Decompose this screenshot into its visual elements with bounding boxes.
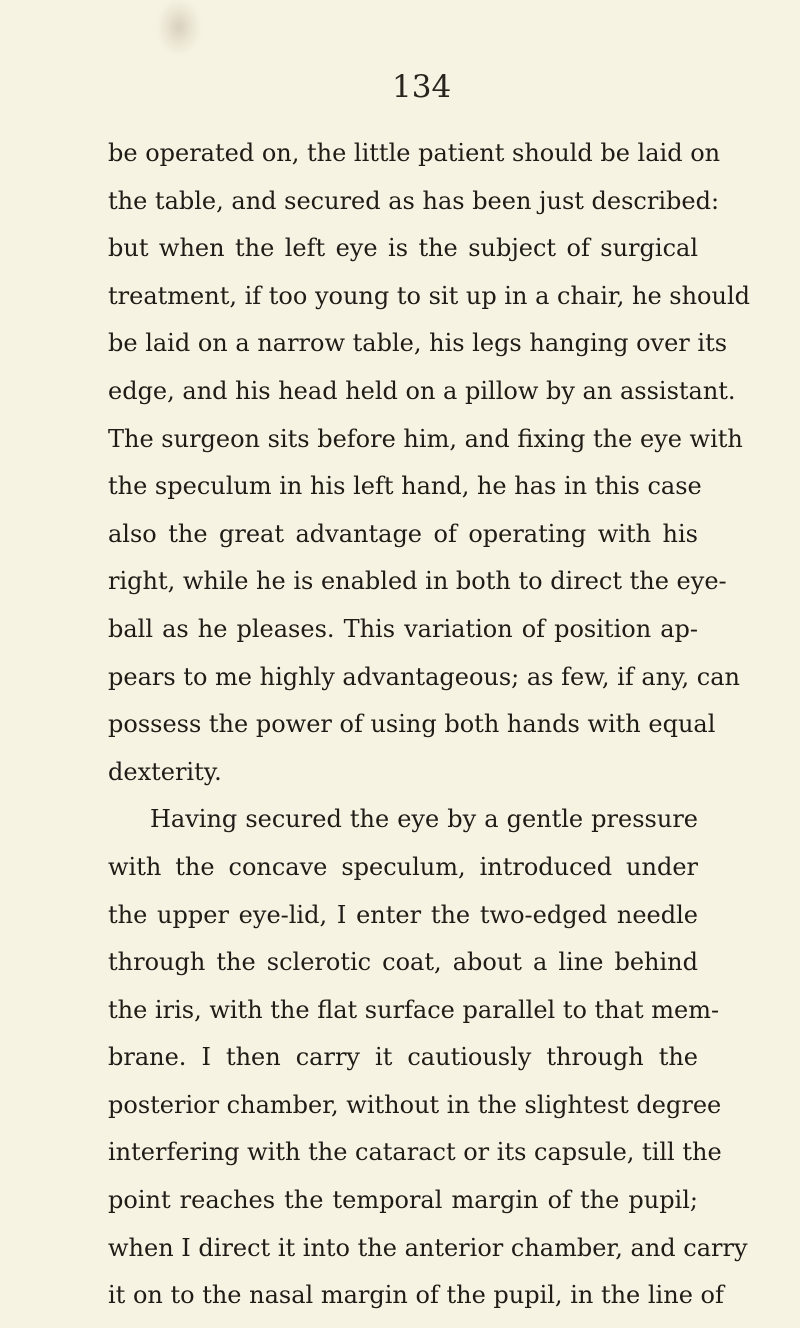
text-line: with the concave speculum, introduced under — [108, 852, 698, 881]
text-line: when I direct it into the anterior chamber, and carry — [108, 1233, 748, 1262]
text-line: the upper eye-lid, I enter the two-edged needle — [108, 900, 698, 929]
text-line: treatment, if too young to sit up in a chair, he should — [108, 281, 750, 310]
text-line: it on to the nasal margin of the pupil, in the line of — [108, 1281, 724, 1310]
text-line: interfering with the cataract or its capsule, till the — [108, 1138, 722, 1167]
text-line: also the great advantage of operating with his — [108, 519, 698, 548]
text-line: point reaches the temporal margin of the pupil; — [108, 1186, 698, 1215]
text-line: but when the left eye is the subject of surgical — [108, 234, 698, 263]
text-line: right, while he is enabled in both to direct the eye- — [108, 567, 727, 596]
page-number: 134 — [392, 69, 452, 105]
text-line: the iris, with the flat surface parallel to that mem- — [108, 995, 720, 1024]
body-text — [108, 130, 750, 1320]
text-line: the table, and secured as has been just described: — [108, 186, 720, 215]
text-line: The surgeon sits before him, and fixing the eye with — [108, 424, 743, 453]
page-smudge — [158, 0, 200, 54]
text-line: pears to me highly advantageous; as few, if any, can — [108, 662, 740, 691]
text-line: possess the power of using both hands with equal — [108, 710, 716, 739]
ink-mark — [752, 1296, 762, 1306]
text-line: be laid on a narrow table, his legs hanging over its — [108, 329, 728, 358]
text-line: Having secured the eye by a gentle pressure — [150, 805, 698, 834]
text-line: ball as he pleases. This variation of position ap- — [108, 614, 698, 643]
text-line: edge, and his head held on a pillow by an assistant. — [108, 376, 736, 405]
text-line: brane. I then carry it cautiously through the — [108, 1043, 698, 1072]
text-line: be operated on, the little patient should be laid on — [108, 139, 721, 167]
text-line: through the sclerotic coat, about a line behind — [108, 948, 698, 977]
text-line: the speculum in his left hand, he has in this case — [108, 472, 702, 501]
text-line: posterior chamber, without in the slightest degree — [108, 1090, 722, 1119]
text-line: dexterity. — [108, 757, 222, 786]
